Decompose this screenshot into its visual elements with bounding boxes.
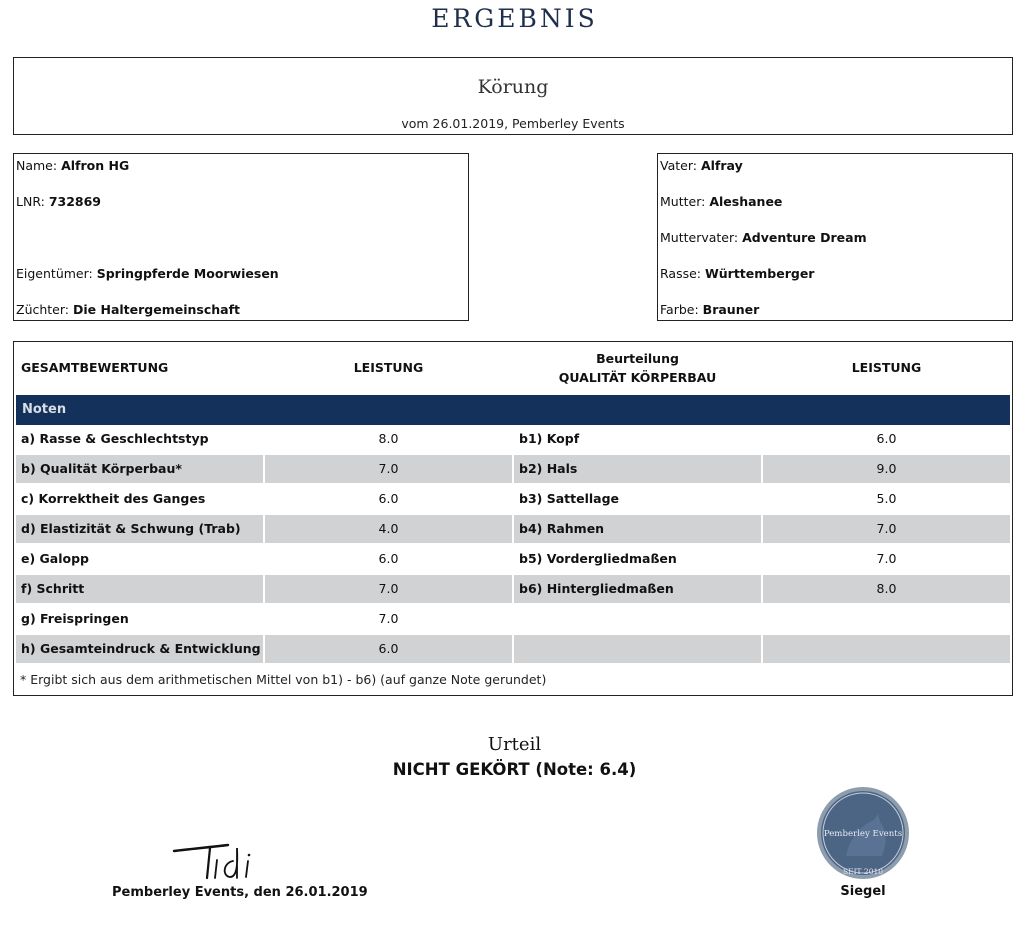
criterion-label: h) Gesamteindruck & Entwicklung (16, 635, 263, 663)
info-label: LNR: (16, 194, 45, 209)
criterion-score: 8.0 (378, 431, 399, 446)
info-label: Züchter: (16, 302, 70, 317)
conformation-label: b5) Vordergliedmaßen (519, 551, 677, 566)
criterion-score: 4.0 (265, 515, 512, 543)
horse-lnr-value: 732869 (48, 194, 101, 209)
conformation-score (763, 605, 1010, 633)
section-noten: Noten (16, 395, 1010, 425)
horse-info-box (13, 153, 469, 321)
horse-breeder-value: Die Haltergemeinschaft (73, 302, 240, 317)
info-label: Rasse: (660, 266, 701, 281)
verdict-label: Urteil (487, 734, 542, 755)
header-overall: GESAMTBEWERTUNG (21, 360, 169, 375)
criterion-score: 6.0 (378, 551, 399, 566)
page-title: ERGEBNIS (431, 4, 598, 33)
conformation-score: 5.0 (876, 491, 897, 506)
criterion-score: 6.0 (265, 635, 512, 663)
event-title: Körung (477, 76, 549, 98)
info-label: Vater: (660, 158, 697, 173)
criterion-score: 6.0 (378, 491, 399, 506)
pedigree-color-line (660, 302, 759, 317)
signature-image (170, 838, 260, 882)
criterion-label: a) Rasse & Geschlechtstyp (21, 431, 209, 446)
grades-table (13, 341, 1013, 696)
table-row (16, 635, 1010, 663)
criterion-label: d) Elastizität & Schwung (Trab) (16, 515, 263, 543)
conformation-score (763, 635, 1010, 663)
criterion-label: g) Freispringen (21, 611, 129, 626)
pedigree-info-box (657, 153, 1013, 321)
pedigree-breed-value: Württemberger (704, 266, 815, 281)
event-box (13, 57, 1013, 135)
pedigree-dam-value: Aleshanee (709, 194, 783, 209)
conformation-label (514, 635, 761, 663)
conformation-score: 8.0 (763, 575, 1010, 603)
header-assessment-line1: Beurteilung (596, 351, 679, 366)
criterion-score: 7.0 (378, 611, 399, 626)
header-performance-1: LEISTUNG (353, 360, 424, 375)
pedigree-dam-line (660, 194, 782, 209)
info-label: Farbe: (660, 302, 699, 317)
table-row (16, 575, 1010, 603)
table-footnote: * Ergibt sich aus dem arithmetischen Mittel von b1) - b6) (auf ganze Note gerundet) (20, 672, 547, 687)
conformation-label: b4) Rahmen (514, 515, 761, 543)
conformation-score: 7.0 (876, 551, 897, 566)
header-assessment-line2: QUALITÄT KÖRPERBAU (558, 370, 717, 385)
table-row (16, 605, 1010, 633)
conformation-score: 9.0 (763, 455, 1010, 483)
conformation-label: b6) Hintergliedmaßen (514, 575, 761, 603)
info-label: Name: (16, 158, 58, 173)
signature-caption: Pemberley Events, den 26.01.2019 (112, 885, 368, 900)
seal-image (816, 786, 910, 880)
pedigree-damsire-line (660, 230, 867, 245)
conformation-score: 7.0 (763, 515, 1010, 543)
table-row (16, 545, 1010, 573)
horse-breeder-line (16, 302, 240, 317)
conformation-label: b2) Hals (514, 455, 761, 483)
pedigree-breed-line (660, 266, 814, 281)
horse-name-line (16, 158, 129, 173)
seal-text-bottom: SEIT 2010 (842, 867, 884, 876)
horse-owner-line (16, 266, 279, 281)
info-label: Muttervater: (660, 230, 739, 245)
criterion-score: 7.0 (265, 575, 512, 603)
pedigree-sire-line (660, 158, 743, 173)
pedigree-color-value: Brauner (702, 302, 760, 317)
horse-lnr-line (16, 194, 101, 209)
criterion-label: b) Qualität Körperbau* (16, 455, 263, 483)
conformation-label: b1) Kopf (519, 431, 580, 446)
horse-name-value: Alfron HG (61, 158, 130, 173)
header-performance-2: LEISTUNG (851, 360, 922, 375)
info-label: Mutter: (660, 194, 706, 209)
conformation-label (514, 605, 761, 633)
seal-text-top: Pemberley Events (823, 829, 903, 839)
criterion-label: f) Schritt (16, 575, 263, 603)
table-row (16, 455, 1010, 483)
horse-owner-value: Springpferde Moorwiesen (96, 266, 279, 281)
pedigree-sire-value: Alfray (700, 158, 743, 173)
table-row (16, 485, 1010, 513)
seal-caption: Siegel (840, 884, 886, 899)
info-label: Eigentümer: (16, 266, 93, 281)
table-row (16, 425, 1010, 453)
pedigree-damsire-value: Adventure Dream (742, 230, 867, 245)
conformation-label: b3) Sattellage (519, 491, 620, 506)
event-subtitle: vom 26.01.2019, Pemberley Events (401, 116, 625, 131)
verdict-value: NICHT GEKÖRT (Note: 6.4) (392, 760, 637, 779)
criterion-label: e) Galopp (21, 551, 90, 566)
criterion-label: c) Korrektheit des Ganges (21, 491, 206, 506)
criterion-score: 7.0 (265, 455, 512, 483)
table-row (16, 515, 1010, 543)
conformation-score: 6.0 (876, 431, 897, 446)
